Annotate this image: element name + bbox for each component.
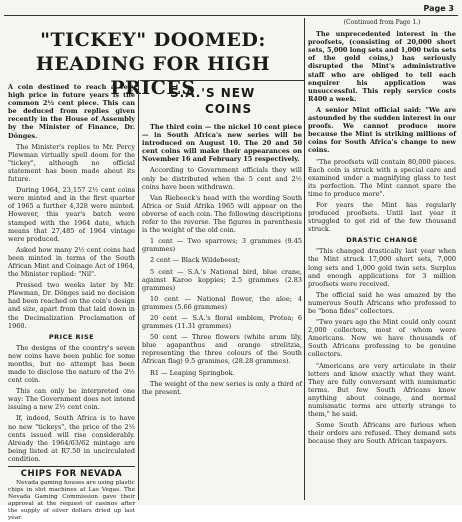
divider xyxy=(8,466,135,467)
right-column xyxy=(308,18,456,503)
paragraph: If, indeed, South Africa is to have no new "tickeys", the price of the 2½ cents issued will rise considerably. Already the 1964/63/62 mintage are being listed at R7.50 in uncirculated condition. xyxy=(8,414,135,463)
coin-list-item: 2 cent — Black Wildebeest; xyxy=(150,256,241,265)
coin-list-item: 1 cent — Two sparrows; 3 grammes (9.45 grammes) xyxy=(142,237,302,254)
chips-text: Nevada gaming houses are using plastic chips in slot machines at Las Vegas. The Nevada Gaming Commission gave their approval at the request of casinos after the supply of silver dollars dried up last year. xyxy=(8,480,136,522)
paragraph: This can only be interpreted one way: The Government does not intend issuing a new 2½ cent coin. xyxy=(8,387,135,412)
page-number: Page 3 xyxy=(423,4,454,13)
coins-title-line1: S.A.'S NEW xyxy=(170,86,256,100)
paragraph: The official said he was amazed by the numerous South Africans who professed to be "bona fides" collectors. xyxy=(308,290,456,315)
coin-list-item: 5 cent — S.A.'s National bird, blue crane, against Karoo koppies; 2.5 grammes (2.83 grammes) xyxy=(142,267,302,292)
lead-paragraph: A coin destined to reach a very high price in future years is the common 2½ cent piece. This can be deduced from replies given recently in the House of Assembly by the Minister of Finance, Dr. Dönges. xyxy=(8,83,135,140)
paragraph: For years the Mint has regularly produced proofsets. Until last year it struggled to get rid of the few thousand struck. xyxy=(308,200,456,234)
subhead-drastic-change: DRASTIC CHANGE xyxy=(346,236,418,245)
paragraph: The unprecedented interest in the proofsets, (consisting of 20,000 short sets, 5,000 long sets and 1,000 twin sets of the gold coins,) has seriously disrupted the Mint's administrative staff who are obliged to tell each enquirer his application was unsuccessful. This reply service costs R400 a week. xyxy=(308,30,456,103)
paragraph: According to Government officials they will only be distributed when the 5 cent and 2½ coins have been withdrawn. xyxy=(142,166,302,191)
headline: "TICKEY" DOOMED: HEADING FOR HIGH PRICES xyxy=(35,29,271,99)
paragraph: A senior Mint official said: "We are astounded by the sudden interest in our proofs. We cannot produce more because the Mint is striking millions of coins for South Africa's change to new coins. xyxy=(308,105,456,155)
continued-note: (Continued from Page 1.) xyxy=(343,19,421,26)
top-rule xyxy=(4,15,458,16)
paragraph: Pressed two weeks later by Mr. Plewman, Dr. Dönges said no decision had been reached on the coin's design and size, apart from that laid down in the Decimalization Proclamation of 1960. xyxy=(8,281,135,330)
paragraph: Asked how many 2½ cent coins had been minted in terms of the South African Mint and Coinage Act of 1964, the Minister replied: "Nil". xyxy=(8,245,135,279)
coins-title-line2: COINS xyxy=(205,102,253,116)
subhead-price-rise: PRICE RISE xyxy=(48,332,95,341)
paragraph: "This changed drastically last year when the Mint struck 17,000 short sets, 7,000 long sets and 1,000 gold twin sets. Surplus and enough applications for 3 million proofsets were received. xyxy=(308,247,456,288)
coin-list-item: The weight of the new series is only a third of the present. xyxy=(142,379,302,396)
paragraph: "Two years ago the Mint could only count 2,000 collectors, most of whom were Americans. Now we have thousands of South Africans professing to be genuine collectors. xyxy=(308,318,456,359)
paragraph: Van Riebeeck's head with the wording South Africa or Suid Afrika 1965 will appear on the obverse of each coin. The following descriptions refer to the reverse. The figures in parenthesis is the weight of the old coin. xyxy=(142,193,302,235)
paragraph: Some South Africans are furious when their orders are refused. They demand sets because they are South African taxpayers. xyxy=(308,421,456,446)
coins-box-title xyxy=(142,86,302,122)
coin-list-item: R1 — Leaping Springbok. xyxy=(150,368,235,377)
paragraph: The designs of the country's seven new coins have been public for some months, but no attempt has been made to disclose the nature of the 2½ cent coin. xyxy=(8,343,135,385)
paragraph: "The proofsets will contain 80,000 pieces. Each coin is struck with a special care and examined under a magnifying glass to test its perfection. The Mint cannot spare the time to produce more". xyxy=(308,157,456,198)
chips-title: CHIPS FOR NEVADA xyxy=(20,469,123,480)
coin-list-item: 10 cent — National flower, the aloe; 4 grammes (5.66 grammes) xyxy=(142,294,302,311)
paragraph: The third coin — the nickel 10 cent piece — in South Africa's new series will be introduced on August 10. The 20 and 50 cent coins will make their appearances on November 16 and February 15 respectively. xyxy=(142,123,302,164)
column-divider xyxy=(304,18,305,500)
paragraph: "Americans are very articulate in their letters and know exactly what they want. They are fully conversant with numismatic terms. But few South Africans know anything about coinage, and normal numismatic terms are utterly strange to them," he said. xyxy=(308,361,456,419)
paragraph: During 1964, 23,157 2½ cent coins were minted and in the first quarter of 1965 a further 4,328 were minted. However, this year's batch were stamped with the 1964 date, which means that 27,485 of 1964 vintage were produced. xyxy=(8,186,135,243)
column-divider xyxy=(138,80,139,500)
coin-list-item: 50 cent — Three flowers (white arum lily, blue agapanthus and orange strelitzia, representing the three colours of the South African flag) 9.5 grammes, (28.28 grammes). xyxy=(142,333,302,366)
box-top-rule xyxy=(140,80,304,81)
middle-column xyxy=(142,123,302,503)
coin-list-item: 20 cent — S.A.'s floral emblem, Protea; 6 grammes (11.31 grammes) xyxy=(142,313,302,331)
paragraph: The Minister's replies to Mr. Percy Plewman virtually spell doom for the "tickey", although no official statement has been made about its future. xyxy=(8,142,135,184)
left-column xyxy=(8,83,136,522)
